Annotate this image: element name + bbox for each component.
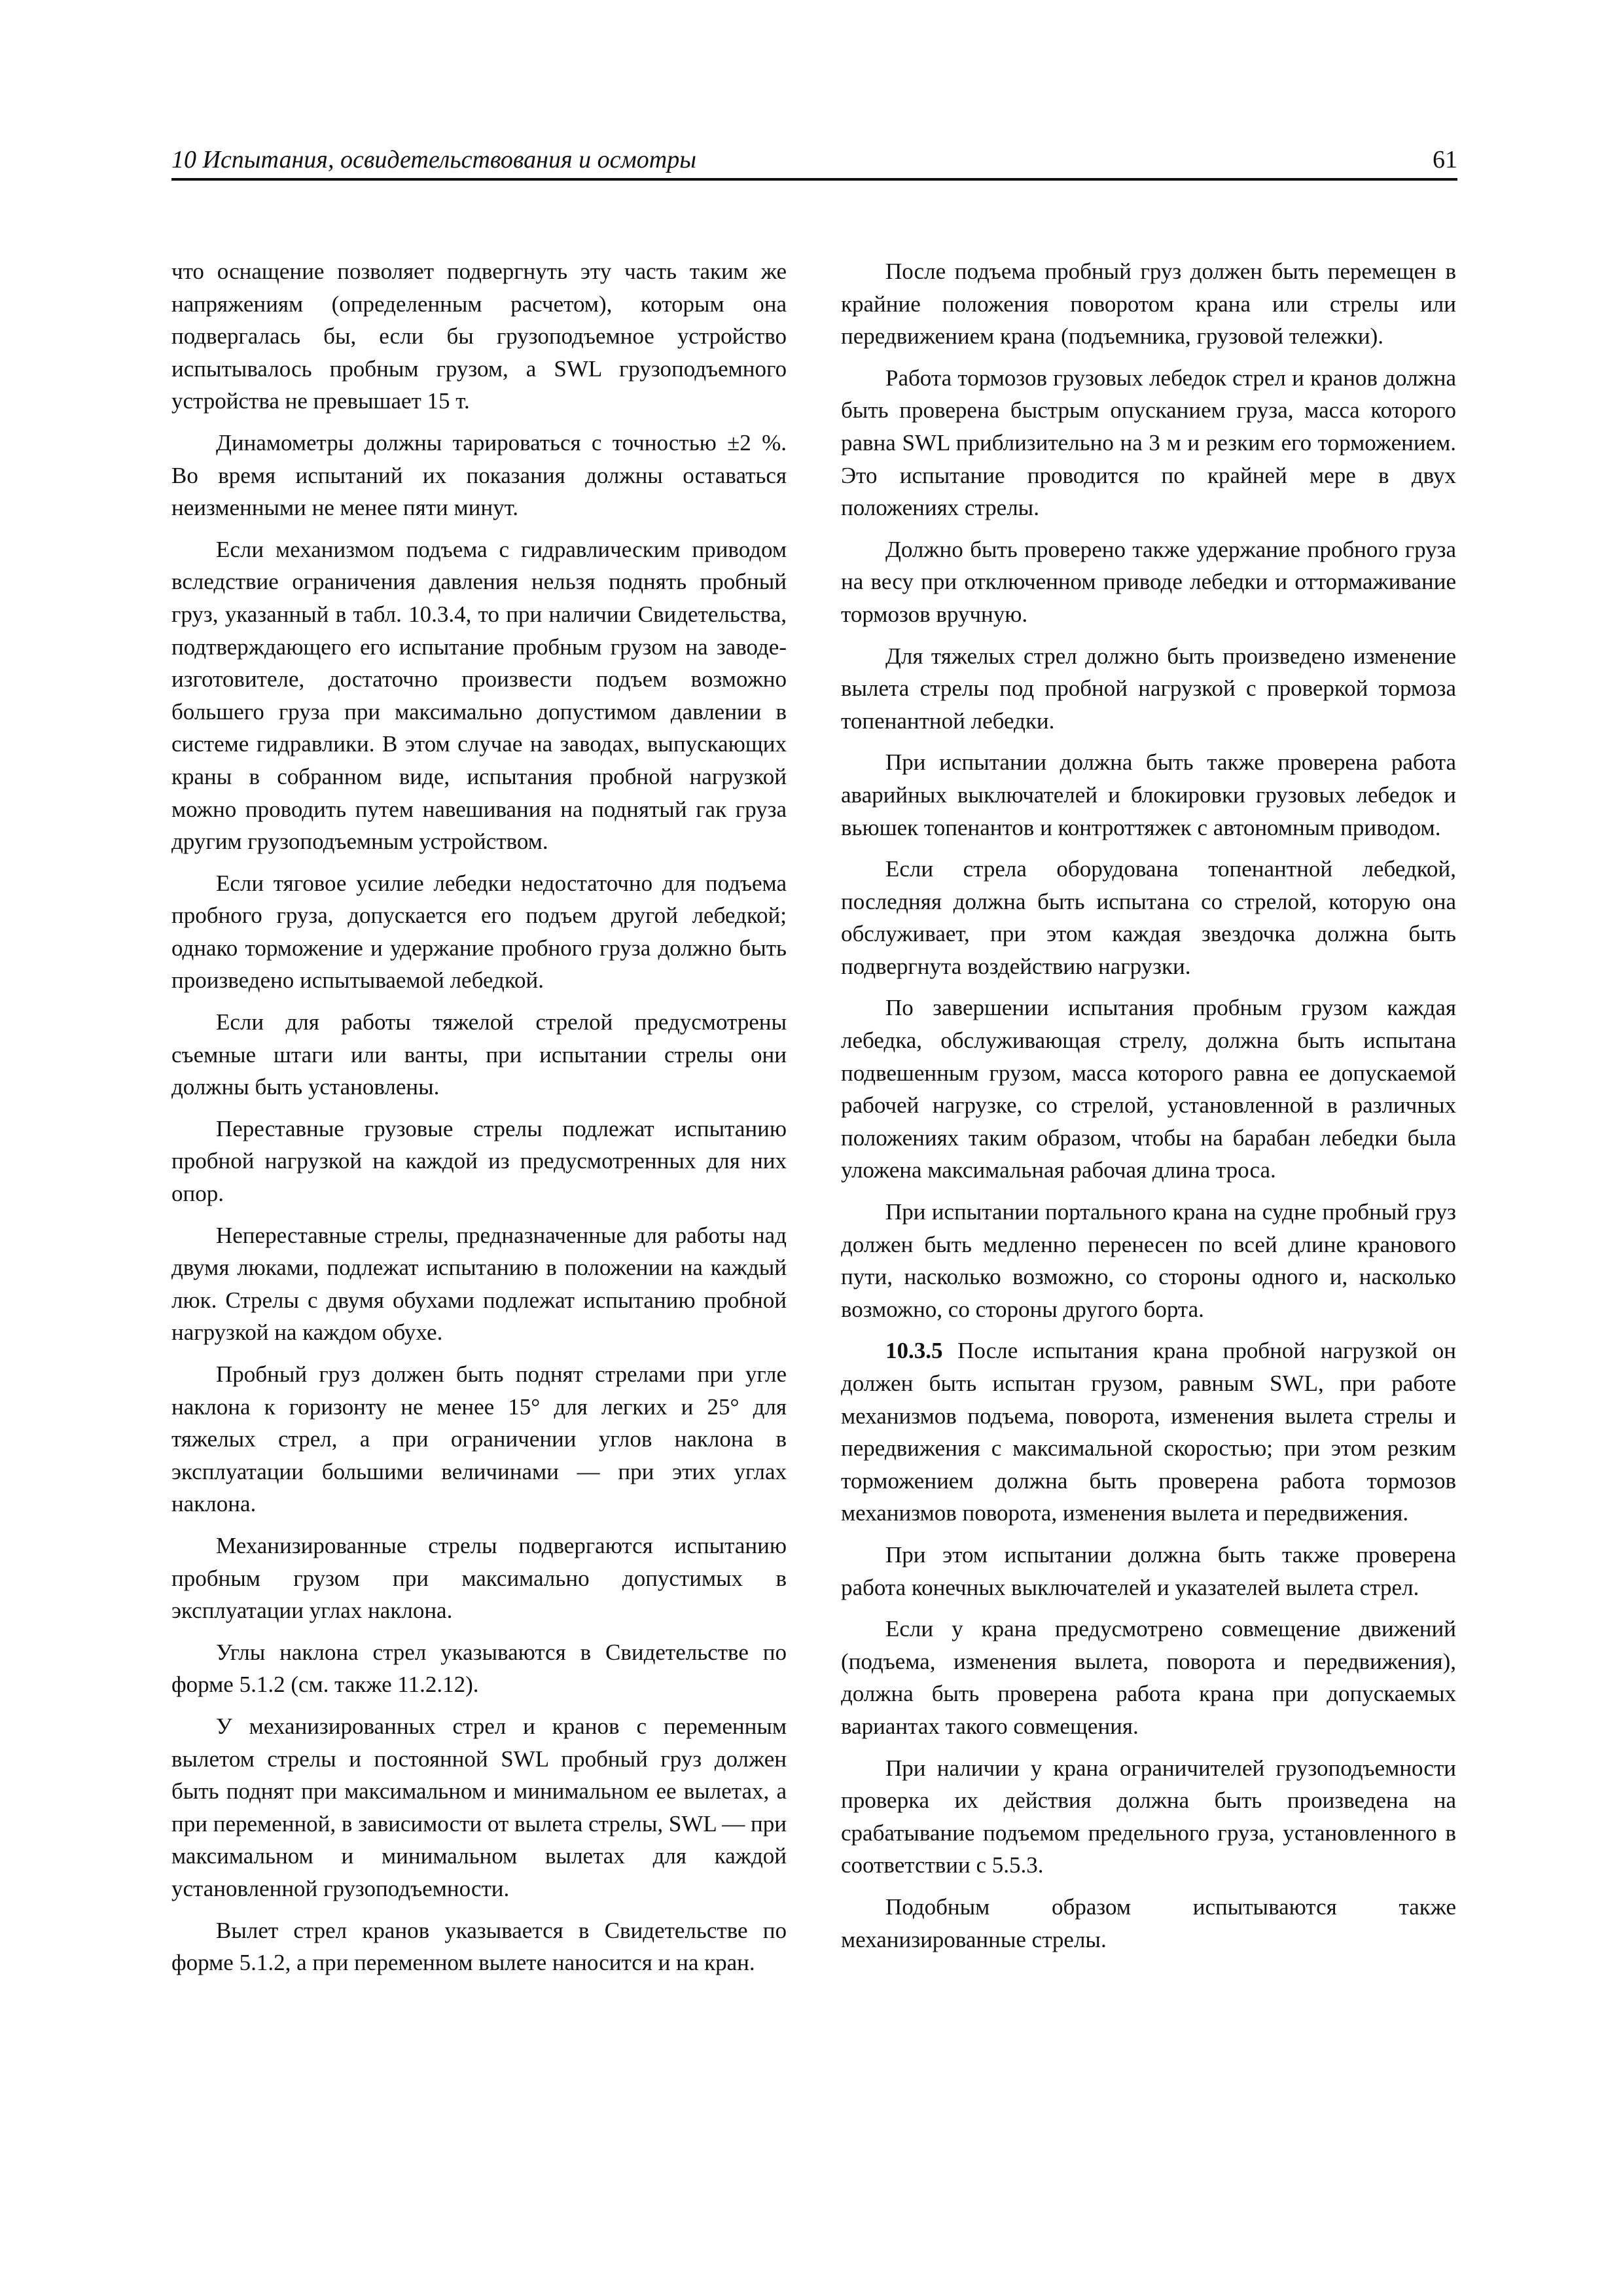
paragraph: Непереставные стрелы, предназначенные для работы над двумя люками, подлежат испытанию в положении на каждый люк. Стрелы с двумя обухами подлежат испытанию пробной нагрузкой на каждом обухе. [171, 1222, 787, 1346]
paragraph: Работа тормозов грузовых лебедок стрел и кранов должна быть проверена быстрым опусканием груза, масса которого равна SWL приблизительно на 3 м и резким его торможением. Это испытание проводится по крайней мере в двух положениях стрелы. [841, 365, 1456, 521]
paragraph: Если у крана предусмотрено совмещение движений (подъема, изменения вылета, поворота и передвижения), должна быть проверена работа крана при допускаемых вариантах такого совмещения. [841, 1616, 1456, 1739]
paragraph: Пробный груз должен быть поднят стрелами при угле наклона к горизонту не менее 15° для легких и 25° для тяжелых стрел, а при ограничении углов наклона в эксплуатации большими величинами — при этих углах наклона. [171, 1361, 787, 1517]
section-10-3-5 [841, 1335, 1456, 1530]
paragraph: После подъема пробный груз должен быть перемещен в крайние положения поворотом крана или стрелы или передвижением крана (подъемника, грузовой тележки). [841, 259, 1456, 350]
paragraph: Подобным образом испытываются также механизированные стрелы. [841, 1893, 1456, 1952]
left-column [171, 255, 787, 1988]
paragraph: что оснащение позволяет подвергнуть эту часть таким же напряжениям (определенным расчетом), которым она подвергалась бы, если бы грузоподъемное устройство испытывалось пробным грузом, а SWL грузоподъемного устройства не превышает 15 т. [171, 259, 787, 414]
paragraph: Если тяговое усилие лебедки недостаточно для подъема пробного груза, допускается его подъем другой лебедкой; однако торможение и удержание пробного груза должно быть произведено испытываемой лебедкой. [171, 870, 787, 994]
paragraph: При испытании портального крана на судне пробный груз должен быть медленно перенесен по всей длине кранового пути, насколько возможно, со стороны одного и, насколько возможно, со стороны другого борта. [841, 1199, 1456, 1322]
header-rule [171, 178, 1457, 181]
paragraph: При испытании должна быть также проверена работа аварийных выключателей и блокировки грузовых лебедок и вьюшек топенантов и контроттяжек с автономным приводом. [841, 749, 1456, 840]
paragraph: Углы наклона стрел указываются в Свидетельстве по форме 5.1.2 (см. также 11.2.12). [171, 1639, 787, 1698]
right-column [841, 255, 1456, 1965]
paragraph: При этом испытании должна быть также проверена работа конечных выключателей и указателей вылета стрел. [841, 1541, 1456, 1600]
section-text: После испытания крана пробной нагрузкой он должен быть испытан грузом, равным SWL, при работе механизмов подъема, поворота, изменения вылета стрелы и передвижения с максимальной скоростью; при этом резким торможением должна быть проверена работа тормозов механизмов поворота, изменения вылета и передвижения. [841, 1338, 1456, 1526]
paragraph: Если механизмом подъема с гидравлическим приводом вследствие ограничения давления нельзя поднять пробный груз, указанный в табл. 10.3.4, то при наличии Свидетельства, подтверждающего его испытание пробным грузом на заводе-изготовителе, достаточно произвести подъем возможно большего груза при максимально допустимом давлении в системе гидравлики. В этом случае на заводах, выпускающих краны в собранном виде, испытания пробной нагрузкой можно проводить путем навешивания на поднятый гак груза другим грузоподъемным устройством. [171, 536, 787, 855]
page-number: 61 [1433, 146, 1457, 173]
running-header [171, 140, 1457, 179]
paragraph: Переставные грузовые стрелы подлежат испытанию пробной нагрузкой на каждой из предусмотренных для них опор. [171, 1115, 787, 1207]
paragraph: У механизированных стрел и кранов с переменным вылетом стрелы и постоянной SWL пробный груз должен быть поднят при максимальном и минимальном ее вылетах, а при переменной, в зависимости от вылета стрелы, SWL — при максимальном и минимальном вылетах для каждой установленной грузоподъемности. [171, 1713, 787, 1901]
paragraph: Механизированные стрелы подвергаются испытанию пробным грузом при максимально допустимых в эксплуатации углах наклона. [171, 1532, 787, 1624]
section-number: 10.3.5 [885, 1338, 943, 1364]
paragraph: Вылет стрел кранов указывается в Свидетельстве по форме 5.1.2, а при переменном вылете наносится и на кран. [171, 1917, 787, 1976]
paragraph: Если для работы тяжелой стрелой предусмотрены съемные штаги или ванты, при испытании стрелы они должны быть установлены. [171, 1009, 787, 1100]
header-title: 10 Испытания, освидетельствования и осмотры [171, 146, 696, 173]
paragraph: Должно быть проверено также удержание пробного груза на весу при отключенном приводе лебедки и оттормаживание тормозов вручную. [841, 536, 1456, 627]
paragraph: Если стрела оборудована топенантной лебедкой, последняя должна быть испытана со стрелой, которую она обслуживает, при этом каждая звездочка должна быть подвергнута воздействию нагрузки. [841, 856, 1456, 979]
paragraph: При наличии у крана ограничителей грузоподъемности проверка их действия должна быть произведена на срабатывание подъемом предельного груза, установленного в соответствии с 5.5.3. [841, 1755, 1456, 1878]
paragraph: По завершении испытания пробным грузом каждая лебедка, обслуживающая стрелу, должна быть испытана подвешенным грузом, масса которого равна ее допускаемой рабочей нагрузке, со стрелой, установленной в различных положениях таким образом, чтобы на барабан лебедки была уложена максимальная рабочая длина троса. [841, 995, 1456, 1183]
paragraph: Динамометры должны тарироваться с точностью ±2 %. Во время испытаний их показания должны оставаться неизменными не менее пяти минут. [171, 429, 787, 521]
paragraph: Для тяжелых стрел должно быть произведено изменение вылета стрелы под пробной нагрузкой с проверкой тормоза топенантной лебедки. [841, 643, 1456, 734]
